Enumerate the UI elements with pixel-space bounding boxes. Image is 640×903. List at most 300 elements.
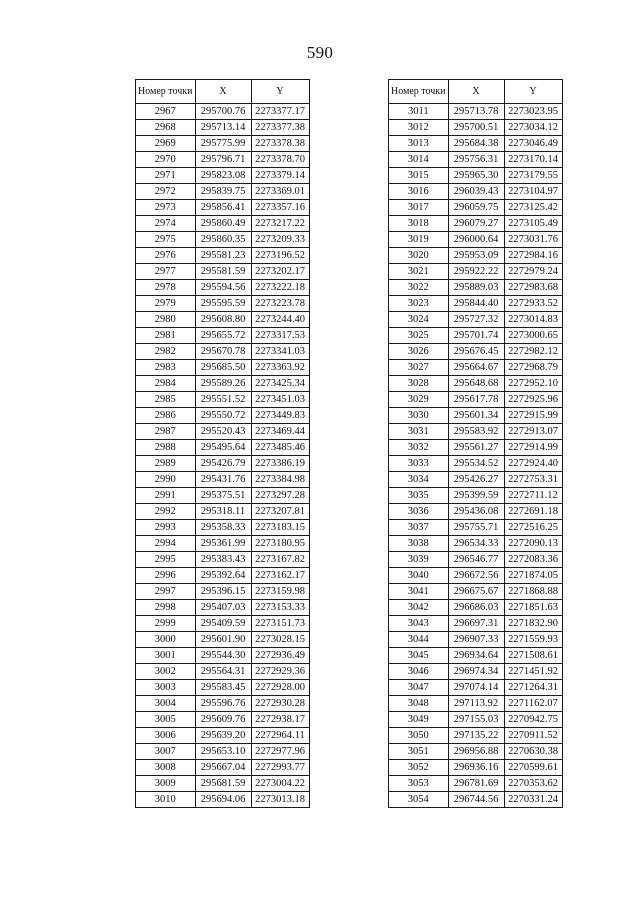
- cell-y: 2272952.10: [504, 376, 562, 392]
- cell-point-number: 3052: [389, 760, 449, 776]
- cell-point-number: 2974: [136, 216, 196, 232]
- cell-y: 2273183.15: [251, 520, 309, 536]
- cell-x: 295583.92: [448, 424, 504, 440]
- cell-x: 295396.15: [195, 584, 251, 600]
- cell-y: 2270599.61: [504, 760, 562, 776]
- cell-point-number: 3001: [136, 648, 196, 664]
- cell-point-number: 3037: [389, 520, 449, 536]
- cell-y: 2271874.05: [504, 568, 562, 584]
- table-row: [136, 200, 310, 216]
- cell-y: 2271559.93: [504, 632, 562, 648]
- cell-point-number: 3014: [389, 152, 449, 168]
- cell-x: 295399.59: [448, 488, 504, 504]
- cell-point-number: 3003: [136, 680, 196, 696]
- cell-point-number: 3043: [389, 616, 449, 632]
- table-row: [389, 456, 563, 472]
- table-row: [389, 312, 563, 328]
- table-row: [136, 216, 310, 232]
- cell-x: 295551.52: [195, 392, 251, 408]
- cell-y: 2272083.36: [504, 552, 562, 568]
- cell-y: 2273034.12: [504, 120, 562, 136]
- cell-point-number: 3024: [389, 312, 449, 328]
- cell-point-number: 3019: [389, 232, 449, 248]
- cell-y: 2273180.95: [251, 536, 309, 552]
- table-row: [389, 280, 563, 296]
- table-row: [136, 600, 310, 616]
- cell-x: 295713.78: [448, 104, 504, 120]
- cell-x: 295701.74: [448, 328, 504, 344]
- cell-x: 295667.04: [195, 760, 251, 776]
- cell-point-number: 3004: [136, 696, 196, 712]
- cell-x: 296697.31: [448, 616, 504, 632]
- cell-x: 295407.03: [195, 600, 251, 616]
- table-row: [389, 760, 563, 776]
- table-row: [389, 440, 563, 456]
- cell-y: 2272977.96: [251, 744, 309, 760]
- table-row: [136, 456, 310, 472]
- cell-x: 295713.14: [195, 120, 251, 136]
- cell-point-number: 3047: [389, 680, 449, 696]
- header-point-number: Номер точки: [136, 80, 196, 104]
- table-row: [136, 264, 310, 280]
- cell-y: 2273179.55: [504, 168, 562, 184]
- cell-x: 295534.52: [448, 456, 504, 472]
- cell-point-number: 2996: [136, 568, 196, 584]
- table-row: [389, 552, 563, 568]
- table-row: [136, 312, 310, 328]
- cell-point-number: 2985: [136, 392, 196, 408]
- table-row: [389, 168, 563, 184]
- cell-x: 295583.45: [195, 680, 251, 696]
- table-row: [389, 728, 563, 744]
- cell-y: 2273222.18: [251, 280, 309, 296]
- cell-x: 295664.67: [448, 360, 504, 376]
- cell-x: 296039.43: [448, 184, 504, 200]
- cell-y: 2272983.68: [504, 280, 562, 296]
- cell-point-number: 2987: [136, 424, 196, 440]
- cell-y: 2273379.14: [251, 168, 309, 184]
- cell-y: 2273357.16: [251, 200, 309, 216]
- cell-y: 2272936.49: [251, 648, 309, 664]
- cell-point-number: 3044: [389, 632, 449, 648]
- table-row: [136, 744, 310, 760]
- table-row: [136, 760, 310, 776]
- cell-point-number: 2978: [136, 280, 196, 296]
- cell-point-number: 2982: [136, 344, 196, 360]
- table-row: [389, 424, 563, 440]
- table-row: [389, 536, 563, 552]
- cell-point-number: 2990: [136, 472, 196, 488]
- table-row: [389, 344, 563, 360]
- table-row: [136, 184, 310, 200]
- cell-point-number: 2980: [136, 312, 196, 328]
- table-row: [136, 472, 310, 488]
- cell-point-number: 2969: [136, 136, 196, 152]
- cell-x: 295358.33: [195, 520, 251, 536]
- cell-point-number: 2984: [136, 376, 196, 392]
- table-row: [389, 712, 563, 728]
- table-row: [136, 632, 310, 648]
- cell-point-number: 2999: [136, 616, 196, 632]
- table-row: [389, 152, 563, 168]
- cell-y: 2273223.78: [251, 296, 309, 312]
- cell-y: 2273031.76: [504, 232, 562, 248]
- cell-x: 295361.99: [195, 536, 251, 552]
- cell-point-number: 3029: [389, 392, 449, 408]
- cell-y: 2272711.12: [504, 488, 562, 504]
- table-row: [136, 424, 310, 440]
- cell-point-number: 3017: [389, 200, 449, 216]
- cell-y: 2273014.83: [504, 312, 562, 328]
- cell-y: 2273217.22: [251, 216, 309, 232]
- cell-x: 295426.79: [195, 456, 251, 472]
- header-y: Y: [504, 80, 562, 104]
- cell-x: 295844.40: [448, 296, 504, 312]
- cell-point-number: 3051: [389, 744, 449, 760]
- table-row: [136, 152, 310, 168]
- cell-point-number: 3018: [389, 216, 449, 232]
- cell-point-number: 3054: [389, 792, 449, 808]
- cell-x: 295601.34: [448, 408, 504, 424]
- table-row: [136, 344, 310, 360]
- cell-x: 295755.71: [448, 520, 504, 536]
- cell-x: 295922.22: [448, 264, 504, 280]
- table-row: [136, 280, 310, 296]
- cell-y: 2273469.44: [251, 424, 309, 440]
- cell-x: 295589.26: [195, 376, 251, 392]
- cell-y: 2270353.62: [504, 776, 562, 792]
- cell-point-number: 3026: [389, 344, 449, 360]
- table-row: [389, 648, 563, 664]
- cell-y: 2273196.52: [251, 248, 309, 264]
- cell-x: 295953.09: [448, 248, 504, 264]
- coordinates-table-left: [135, 79, 310, 808]
- cell-y: 2273377.17: [251, 104, 309, 120]
- cell-y: 2273386.19: [251, 456, 309, 472]
- cell-point-number: 3021: [389, 264, 449, 280]
- cell-x: 295839.75: [195, 184, 251, 200]
- table-row: [136, 136, 310, 152]
- table-row: [389, 776, 563, 792]
- cell-x: 295520.43: [195, 424, 251, 440]
- cell-x: 295823.08: [195, 168, 251, 184]
- cell-point-number: 2988: [136, 440, 196, 456]
- table-row: [389, 120, 563, 136]
- table-row: [389, 360, 563, 376]
- cell-point-number: 2998: [136, 600, 196, 616]
- cell-y: 2273485.46: [251, 440, 309, 456]
- cell-x: 295860.49: [195, 216, 251, 232]
- table-row: [136, 616, 310, 632]
- cell-x: 295431.76: [195, 472, 251, 488]
- cell-point-number: 3023: [389, 296, 449, 312]
- cell-x: 296936.16: [448, 760, 504, 776]
- cell-y: 2270630.38: [504, 744, 562, 760]
- cell-y: 2273449.83: [251, 408, 309, 424]
- coordinates-table-right: [388, 79, 563, 808]
- cell-point-number: 3045: [389, 648, 449, 664]
- cell-point-number: 2981: [136, 328, 196, 344]
- table-row: [136, 392, 310, 408]
- table-row: [389, 232, 563, 248]
- table-row: [136, 328, 310, 344]
- cell-point-number: 2994: [136, 536, 196, 552]
- cell-y: 2271508.61: [504, 648, 562, 664]
- cell-y: 2273451.03: [251, 392, 309, 408]
- table-row: [389, 680, 563, 696]
- cell-y: 2273384.98: [251, 472, 309, 488]
- table-row: [136, 440, 310, 456]
- cell-y: 2272925.96: [504, 392, 562, 408]
- table-row: [136, 408, 310, 424]
- cell-point-number: 2976: [136, 248, 196, 264]
- cell-point-number: 2975: [136, 232, 196, 248]
- table-row: [136, 696, 310, 712]
- table-row: [389, 744, 563, 760]
- cell-x: 295594.56: [195, 280, 251, 296]
- cell-point-number: 3041: [389, 584, 449, 600]
- cell-y: 2272691.18: [504, 504, 562, 520]
- cell-x: 295392.64: [195, 568, 251, 584]
- cell-x: 295436.08: [448, 504, 504, 520]
- table-row: [136, 776, 310, 792]
- table-row: [389, 376, 563, 392]
- cell-point-number: 3000: [136, 632, 196, 648]
- table-row: [136, 376, 310, 392]
- cell-x: 295609.76: [195, 712, 251, 728]
- cell-y: 2273151.73: [251, 616, 309, 632]
- cell-x: 295617.78: [448, 392, 504, 408]
- cell-point-number: 2973: [136, 200, 196, 216]
- cell-point-number: 3031: [389, 424, 449, 440]
- cell-y: 2272930.28: [251, 696, 309, 712]
- cell-point-number: 3009: [136, 776, 196, 792]
- cell-y: 2272090.13: [504, 536, 562, 552]
- cell-x: 295796.71: [195, 152, 251, 168]
- table-row: [136, 520, 310, 536]
- cell-y: 2270331.24: [504, 792, 562, 808]
- cell-x: 295564.31: [195, 664, 251, 680]
- cell-point-number: 3007: [136, 744, 196, 760]
- cell-x: 295676.45: [448, 344, 504, 360]
- cell-point-number: 3053: [389, 776, 449, 792]
- cell-y: 2273125.42: [504, 200, 562, 216]
- table-header-row: [389, 80, 563, 104]
- cell-point-number: 3032: [389, 440, 449, 456]
- cell-point-number: 3005: [136, 712, 196, 728]
- cell-x: 296534.33: [448, 536, 504, 552]
- cell-point-number: 2967: [136, 104, 196, 120]
- cell-point-number: 2971: [136, 168, 196, 184]
- cell-y: 2272753.31: [504, 472, 562, 488]
- cell-point-number: 2979: [136, 296, 196, 312]
- cell-point-number: 3022: [389, 280, 449, 296]
- cell-point-number: 2992: [136, 504, 196, 520]
- cell-y: 2273341.03: [251, 344, 309, 360]
- cell-y: 2273317.53: [251, 328, 309, 344]
- table-row: [136, 552, 310, 568]
- cell-y: 2271162.07: [504, 696, 562, 712]
- header-point-number: Номер точки: [389, 80, 449, 104]
- cell-x: 295685.50: [195, 360, 251, 376]
- cell-x: 296686.03: [448, 600, 504, 616]
- cell-y: 2272929.36: [251, 664, 309, 680]
- cell-y: 2273004.22: [251, 776, 309, 792]
- cell-x: 295756.31: [448, 152, 504, 168]
- cell-point-number: 3049: [389, 712, 449, 728]
- table-row: [136, 568, 310, 584]
- cell-y: 2273046.49: [504, 136, 562, 152]
- table-header-row: [136, 80, 310, 104]
- cell-x: 295383.43: [195, 552, 251, 568]
- cell-x: 295639.20: [195, 728, 251, 744]
- table-row: [389, 504, 563, 520]
- cell-y: 2272964.11: [251, 728, 309, 744]
- table-row: [136, 168, 310, 184]
- table-row: [136, 104, 310, 120]
- cell-point-number: 2970: [136, 152, 196, 168]
- cell-y: 2272968.79: [504, 360, 562, 376]
- table-row: [389, 600, 563, 616]
- table-row: [389, 136, 563, 152]
- cell-x: 295318.11: [195, 504, 251, 520]
- cell-x: 296059.75: [448, 200, 504, 216]
- cell-x: 297135.22: [448, 728, 504, 744]
- cell-point-number: 2991: [136, 488, 196, 504]
- cell-y: 2271451.92: [504, 664, 562, 680]
- cell-point-number: 3011: [389, 104, 449, 120]
- cell-y: 2273363.92: [251, 360, 309, 376]
- cell-y: 2273377.38: [251, 120, 309, 136]
- cell-y: 2270911.52: [504, 728, 562, 744]
- cell-x: 296079.27: [448, 216, 504, 232]
- cell-x: 295581.23: [195, 248, 251, 264]
- table-row: [389, 248, 563, 264]
- cell-x: 295700.51: [448, 120, 504, 136]
- cell-y: 2273105.49: [504, 216, 562, 232]
- cell-point-number: 3035: [389, 488, 449, 504]
- cell-y: 2273013.18: [251, 792, 309, 808]
- cell-y: 2271832.90: [504, 616, 562, 632]
- cell-x: 295596.76: [195, 696, 251, 712]
- cell-y: 2273369.01: [251, 184, 309, 200]
- table-row: [136, 536, 310, 552]
- cell-y: 2273244.40: [251, 312, 309, 328]
- cell-x: 295860.35: [195, 232, 251, 248]
- cell-x: 295426.27: [448, 472, 504, 488]
- cell-point-number: 3016: [389, 184, 449, 200]
- cell-x: 295889.03: [448, 280, 504, 296]
- table-row: [136, 712, 310, 728]
- cell-x: 296907.33: [448, 632, 504, 648]
- cell-y: 2273170.14: [504, 152, 562, 168]
- table-row: [389, 664, 563, 680]
- cell-y: 2272516.25: [504, 520, 562, 536]
- cell-x: 295653.10: [195, 744, 251, 760]
- cell-point-number: 3010: [136, 792, 196, 808]
- cell-x: 295856.41: [195, 200, 251, 216]
- cell-x: 295700.76: [195, 104, 251, 120]
- table-row: [136, 504, 310, 520]
- cell-y: 2273023.95: [504, 104, 562, 120]
- cell-y: 2271851.63: [504, 600, 562, 616]
- cell-point-number: 3015: [389, 168, 449, 184]
- table-row: [136, 296, 310, 312]
- cell-point-number: 2989: [136, 456, 196, 472]
- cell-y: 2272933.52: [504, 296, 562, 312]
- cell-x: 296956.88: [448, 744, 504, 760]
- cell-x: 295409.59: [195, 616, 251, 632]
- cell-x: 295495.64: [195, 440, 251, 456]
- cell-point-number: 3002: [136, 664, 196, 680]
- cell-point-number: 3034: [389, 472, 449, 488]
- cell-point-number: 3046: [389, 664, 449, 680]
- cell-x: 296675.67: [448, 584, 504, 600]
- cell-point-number: 3038: [389, 536, 449, 552]
- cell-x: 295670.78: [195, 344, 251, 360]
- header-y: Y: [251, 80, 309, 104]
- table-row: [136, 728, 310, 744]
- cell-point-number: 2995: [136, 552, 196, 568]
- cell-y: 2273028.15: [251, 632, 309, 648]
- cell-point-number: 3033: [389, 456, 449, 472]
- cell-point-number: 2977: [136, 264, 196, 280]
- cell-y: 2273297.28: [251, 488, 309, 504]
- cell-y: 2272993.77: [251, 760, 309, 776]
- cell-y: 2272915.99: [504, 408, 562, 424]
- table-row: [389, 792, 563, 808]
- table-row: [389, 264, 563, 280]
- page-number: 590: [306, 43, 334, 62]
- cell-x: 295965.30: [448, 168, 504, 184]
- cell-point-number: 3040: [389, 568, 449, 584]
- table-row: [389, 632, 563, 648]
- cell-x: 295544.30: [195, 648, 251, 664]
- cell-x: 295694.06: [195, 792, 251, 808]
- cell-x: 297155.03: [448, 712, 504, 728]
- table-row: [389, 696, 563, 712]
- table-row: [389, 520, 563, 536]
- cell-point-number: 2986: [136, 408, 196, 424]
- table-row: [389, 472, 563, 488]
- cell-point-number: 2997: [136, 584, 196, 600]
- cell-x: 297113.92: [448, 696, 504, 712]
- cell-point-number: 3006: [136, 728, 196, 744]
- cell-x: 295648.68: [448, 376, 504, 392]
- cell-y: 2273000.65: [504, 328, 562, 344]
- cell-y: 2272979.24: [504, 264, 562, 280]
- cell-point-number: 3039: [389, 552, 449, 568]
- cell-x: 295775.99: [195, 136, 251, 152]
- cell-x: 295608.80: [195, 312, 251, 328]
- table-row: [136, 360, 310, 376]
- cell-y: 2270942.75: [504, 712, 562, 728]
- cell-y: 2272938.17: [251, 712, 309, 728]
- cell-x: 295727.32: [448, 312, 504, 328]
- cell-y: 2273207.81: [251, 504, 309, 520]
- cell-x: 296934.64: [448, 648, 504, 664]
- cell-x: 296672.56: [448, 568, 504, 584]
- cell-y: 2273162.17: [251, 568, 309, 584]
- cell-x: 295601.90: [195, 632, 251, 648]
- table-row: [389, 488, 563, 504]
- cell-y: 2273202.17: [251, 264, 309, 280]
- cell-point-number: 3025: [389, 328, 449, 344]
- cell-y: 2273167.82: [251, 552, 309, 568]
- table-row: [136, 648, 310, 664]
- cell-point-number: 2968: [136, 120, 196, 136]
- table-body-left: [136, 104, 310, 808]
